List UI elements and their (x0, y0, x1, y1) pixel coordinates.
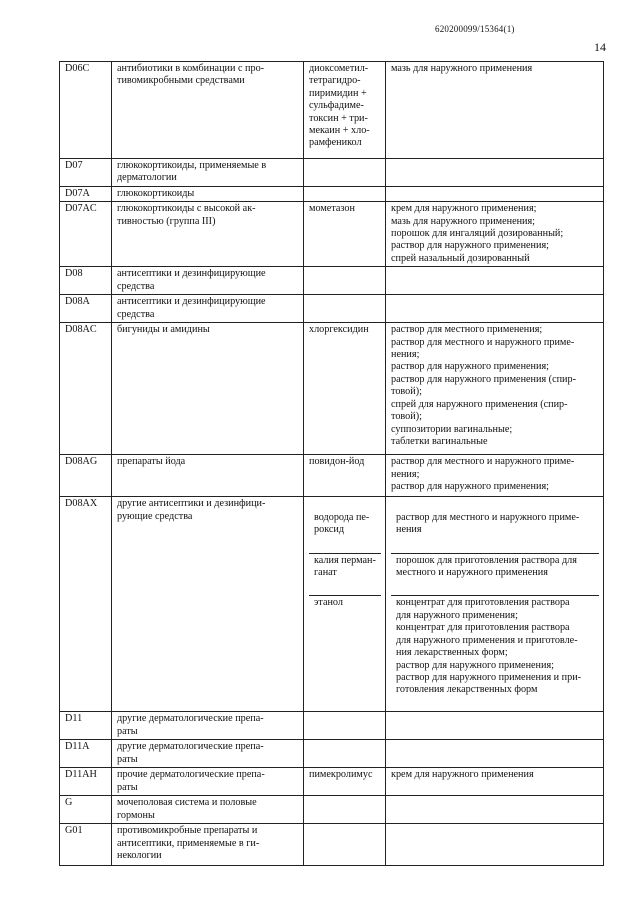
dosage-forms-subcell: порошок для приготовления раствора для местного и наружного применения (391, 553, 599, 583)
dosage-forms-cell: раствор для местного применения; раствор для местного и наружного приме- нения; раствор для наружного применения; раствор для наружного применения (спир- товой); спрей для наружного применения (спир- товой); суппозитории вагинальные; таблетки вагинальные (386, 323, 604, 455)
table-row (60, 267, 604, 295)
substance-subcell: водорода пе- роксид (314, 511, 370, 536)
dosage-forms-cell (386, 824, 604, 866)
substance-subcell: этанол (309, 595, 381, 610)
dosage-forms-subcell: концентрат для приготовления раствора для наружного применения; концентрат для приготовления раствора для наружного применения и приготовле- ния лекарственных форм; раствор для наружного применения; раствор для наружного применения и при- готовления лекарственных форм (391, 595, 599, 697)
dosage-forms-cell (386, 186, 604, 201)
group-name-cell: другие антисептики и дезинфици- рующие средства (112, 497, 304, 712)
dosage-forms-cell (386, 740, 604, 768)
table-row (60, 796, 604, 824)
group-name-cell: глюкокортикоиды с высокой ак- тивностью (группа III) (112, 202, 304, 267)
group-name-cell: другие дерматологические препа- раты (112, 712, 304, 740)
dosage-forms-cell (386, 267, 604, 295)
atc-code-cell: D11A (60, 740, 112, 768)
table-row (60, 159, 604, 187)
substance-cell (304, 796, 386, 824)
group-name-cell: прочие дерматологические препа- раты (112, 768, 304, 796)
table-row (60, 740, 604, 768)
dosage-forms-cell: мазь для наружного применения (386, 62, 604, 159)
atc-code-cell: D08A (60, 295, 112, 323)
atc-code-cell: D07A (60, 186, 112, 201)
dosage-forms-list-cell (386, 497, 604, 712)
substance-cell (304, 740, 386, 768)
table-row (60, 295, 604, 323)
substance-cell (304, 186, 386, 201)
substance-cell (304, 159, 386, 187)
page-number: 14 (594, 40, 606, 54)
table-row (60, 323, 604, 455)
atc-code-cell: D07 (60, 159, 112, 187)
substance-subcell: калия перман- ганат (309, 553, 381, 583)
substance-cell: хлоргексидин (304, 323, 386, 455)
group-name-cell: бигуниды и амидины (112, 323, 304, 455)
group-name-cell: антисептики и дезинфицирующие средства (112, 295, 304, 323)
atc-code-cell: D06C (60, 62, 112, 159)
atc-code-cell: D08AX (60, 497, 112, 712)
substance-list-cell (304, 497, 386, 712)
table-row (60, 455, 604, 497)
substance-cell: пимекролимус (304, 768, 386, 796)
table-row (60, 202, 604, 267)
table-row (60, 824, 604, 866)
substance-cell (304, 824, 386, 866)
atc-code-cell: D11AH (60, 768, 112, 796)
group-name-cell: другие дерматологические препа- раты (112, 740, 304, 768)
atc-code-cell: D11 (60, 712, 112, 740)
substance-cell: диоксометил- тетрагидро- пиримидин + сульфадиме- токсин + три- мекаин + хло- рамфеникол (304, 62, 386, 159)
atc-table (59, 61, 604, 866)
table-row (60, 768, 604, 796)
group-name-cell: глюкокортикоиды, применяемые в дерматологии (112, 159, 304, 187)
group-name-cell: препараты йода (112, 455, 304, 497)
atc-code-cell: G (60, 796, 112, 824)
substance-cell (304, 295, 386, 323)
substance-cell (304, 267, 386, 295)
dosage-forms-cell (386, 159, 604, 187)
group-name-cell: антибиотики в комбинации с про- тивомикробными средствами (112, 62, 304, 159)
dosage-forms-subcell: раствор для местного и наружного приме- нения (396, 511, 580, 536)
dosage-forms-cell (386, 796, 604, 824)
atc-code-cell: D08AC (60, 323, 112, 455)
dosage-forms-cell: крем для наружного применения (386, 768, 604, 796)
substance-cell: повидон-йод (304, 455, 386, 497)
substance-cell: мометазон (304, 202, 386, 267)
table-row (60, 497, 604, 712)
atc-code-cell: D08 (60, 267, 112, 295)
atc-code-cell: G01 (60, 824, 112, 866)
group-name-cell: антисептики и дезинфицирующие средства (112, 267, 304, 295)
dosage-forms-cell: раствор для местного и наружного приме- нения; раствор для наружного применения; (386, 455, 604, 497)
table-row (60, 62, 604, 159)
substance-cell (304, 712, 386, 740)
table-row (60, 186, 604, 201)
group-name-cell: мочеполовая система и половые гормоны (112, 796, 304, 824)
dosage-forms-cell: крем для наружного применения; мазь для наружного применения; порошок для ингаляций дозированный; раствор для наружного применения; спрей назальный дозированный (386, 202, 604, 267)
atc-code-cell: D08AG (60, 455, 112, 497)
document-id: 620200099/15364(1) (435, 24, 515, 34)
dosage-forms-cell (386, 712, 604, 740)
atc-code-cell: D07AC (60, 202, 112, 267)
table-row (60, 712, 604, 740)
group-name-cell: противомикробные препараты и антисептики, применяемые в ги- некологии (112, 824, 304, 866)
dosage-forms-cell (386, 295, 604, 323)
group-name-cell: глюкокортикоиды (112, 186, 304, 201)
